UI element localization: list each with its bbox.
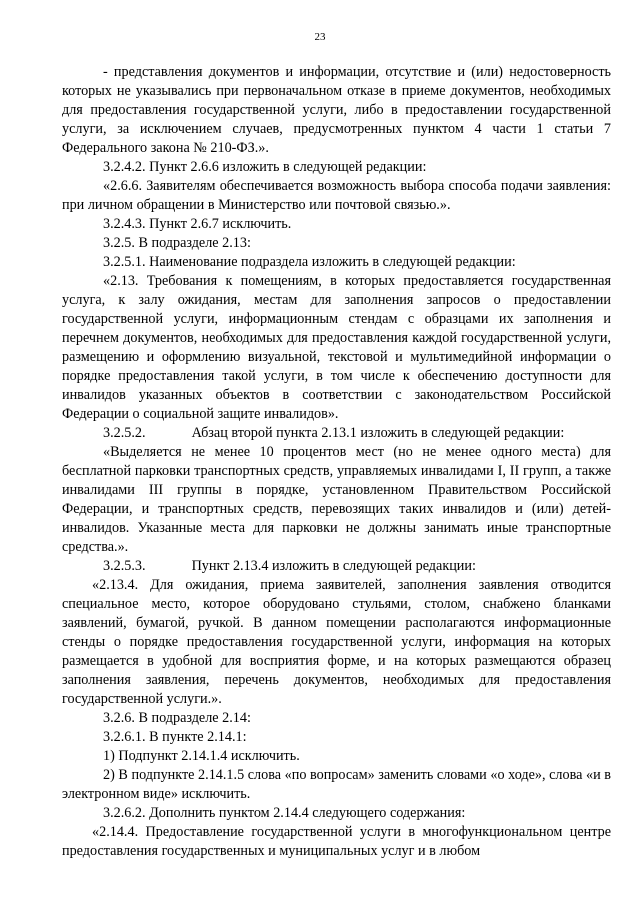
- para-12: 3.2.6. В подразделе 2.14:: [103, 710, 251, 726]
- para-16: 3.2.6.2. Дополнить пунктом 2.14.4 следующего содержания:: [103, 805, 466, 821]
- para-3: «2.6.6. Заявителям обеспечивается возможность выбора способа подачи заявления: при личном обращении в Министерство или почтовой связью.».: [62, 178, 611, 213]
- para-13: 3.2.6.1. В пункте 2.14.1:: [103, 729, 247, 745]
- para-5: 3.2.5. В подразделе 2.13:: [103, 235, 251, 251]
- para-11: «2.13.4. Для ожидания, приема заявителей, заполнения заявления отводится специальное место, которое оборудовано стульями, столом, снабжено бланками заявлений, бумагой, ручкой. В данном помещении располагаются информационные стенды о порядке предоставления государственной услуги, информация на которых размещается в удобной для восприятия форме, и на которых размещаются образец заполнения заявления, перечень документов, необходимых для предоставления государственной услуги.».: [62, 577, 611, 707]
- para-1: - представления документов и информации, отсутствие и (или) недостоверность которых не указывались при первоначальном отказе в приеме документов, необходимых для предоставления государственной услуги, либо в предоставлении государственной услуги, за исключением случаев, предусмотренных пунктом 4 части 1 статьи 7 Федерального закона № 210-ФЗ.».: [62, 64, 611, 156]
- para-4: 3.2.4.3. Пункт 2.6.7 исключить.: [103, 216, 292, 232]
- para-8: [62, 424, 611, 443]
- document-body: [62, 63, 611, 861]
- para-8-text: Абзац второй пункта 2.13.1 изложить в следующей редакции:: [191, 425, 565, 441]
- para-10-text: Пункт 2.13.4 изложить в следующей редакции:: [191, 558, 476, 574]
- para-10: [62, 557, 611, 576]
- para-9: «Выделяется не менее 10 процентов мест (но не менее одного места) для бесплатной парковки транспортных средств, управляемых инвалидами I, II групп, а также инвалидами III группы в порядке, установленном Правительством Российской Федерации, и транспортных средств, перевозящих таких инвалидов и (или) детей-инвалидов. Указанные места для парковки не должны занимать иные транспортные средства.».: [62, 444, 611, 555]
- para-15: 2) В подпункте 2.14.1.5 слова «по вопросам» заменить словами «о ходе», слова «и в электронном виде» исключить.: [62, 767, 611, 802]
- para-6: 3.2.5.1. Наименование подраздела изложить в следующей редакции:: [103, 254, 516, 270]
- para-8-number: 3.2.5.2.: [103, 425, 146, 441]
- para-10-number: 3.2.5.3.: [103, 558, 146, 574]
- para-17: «2.14.4. Предоставление государственной услуги в многофункциональном центре предоставления государственных и муниципальных услуг и в любом: [62, 824, 611, 859]
- para-7: «2.13. Требования к помещениям, в которых предоставляется государственная услуга, к залу ожидания, местам для заполнения запросов о предоставлении государственной услуги, информационным стендам с образцами их заполнения и перечнем документов, необходимых для предоставления каждой государственной услуги, размещению и оформлению визуальной, текстовой и мультимедийной информации о порядке предоставления такой услуги, в том числе к обеспечению доступности для инвалидов указанных объектов в соответствии с законодательством Российской Федерации о социальной защите инвалидов».: [62, 273, 611, 422]
- para-14: 1) Подпункт 2.14.1.4 исключить.: [103, 748, 300, 764]
- para-2: 3.2.4.2. Пункт 2.6.6 изложить в следующей редакции:: [103, 159, 427, 175]
- page-number: 23: [314, 31, 326, 43]
